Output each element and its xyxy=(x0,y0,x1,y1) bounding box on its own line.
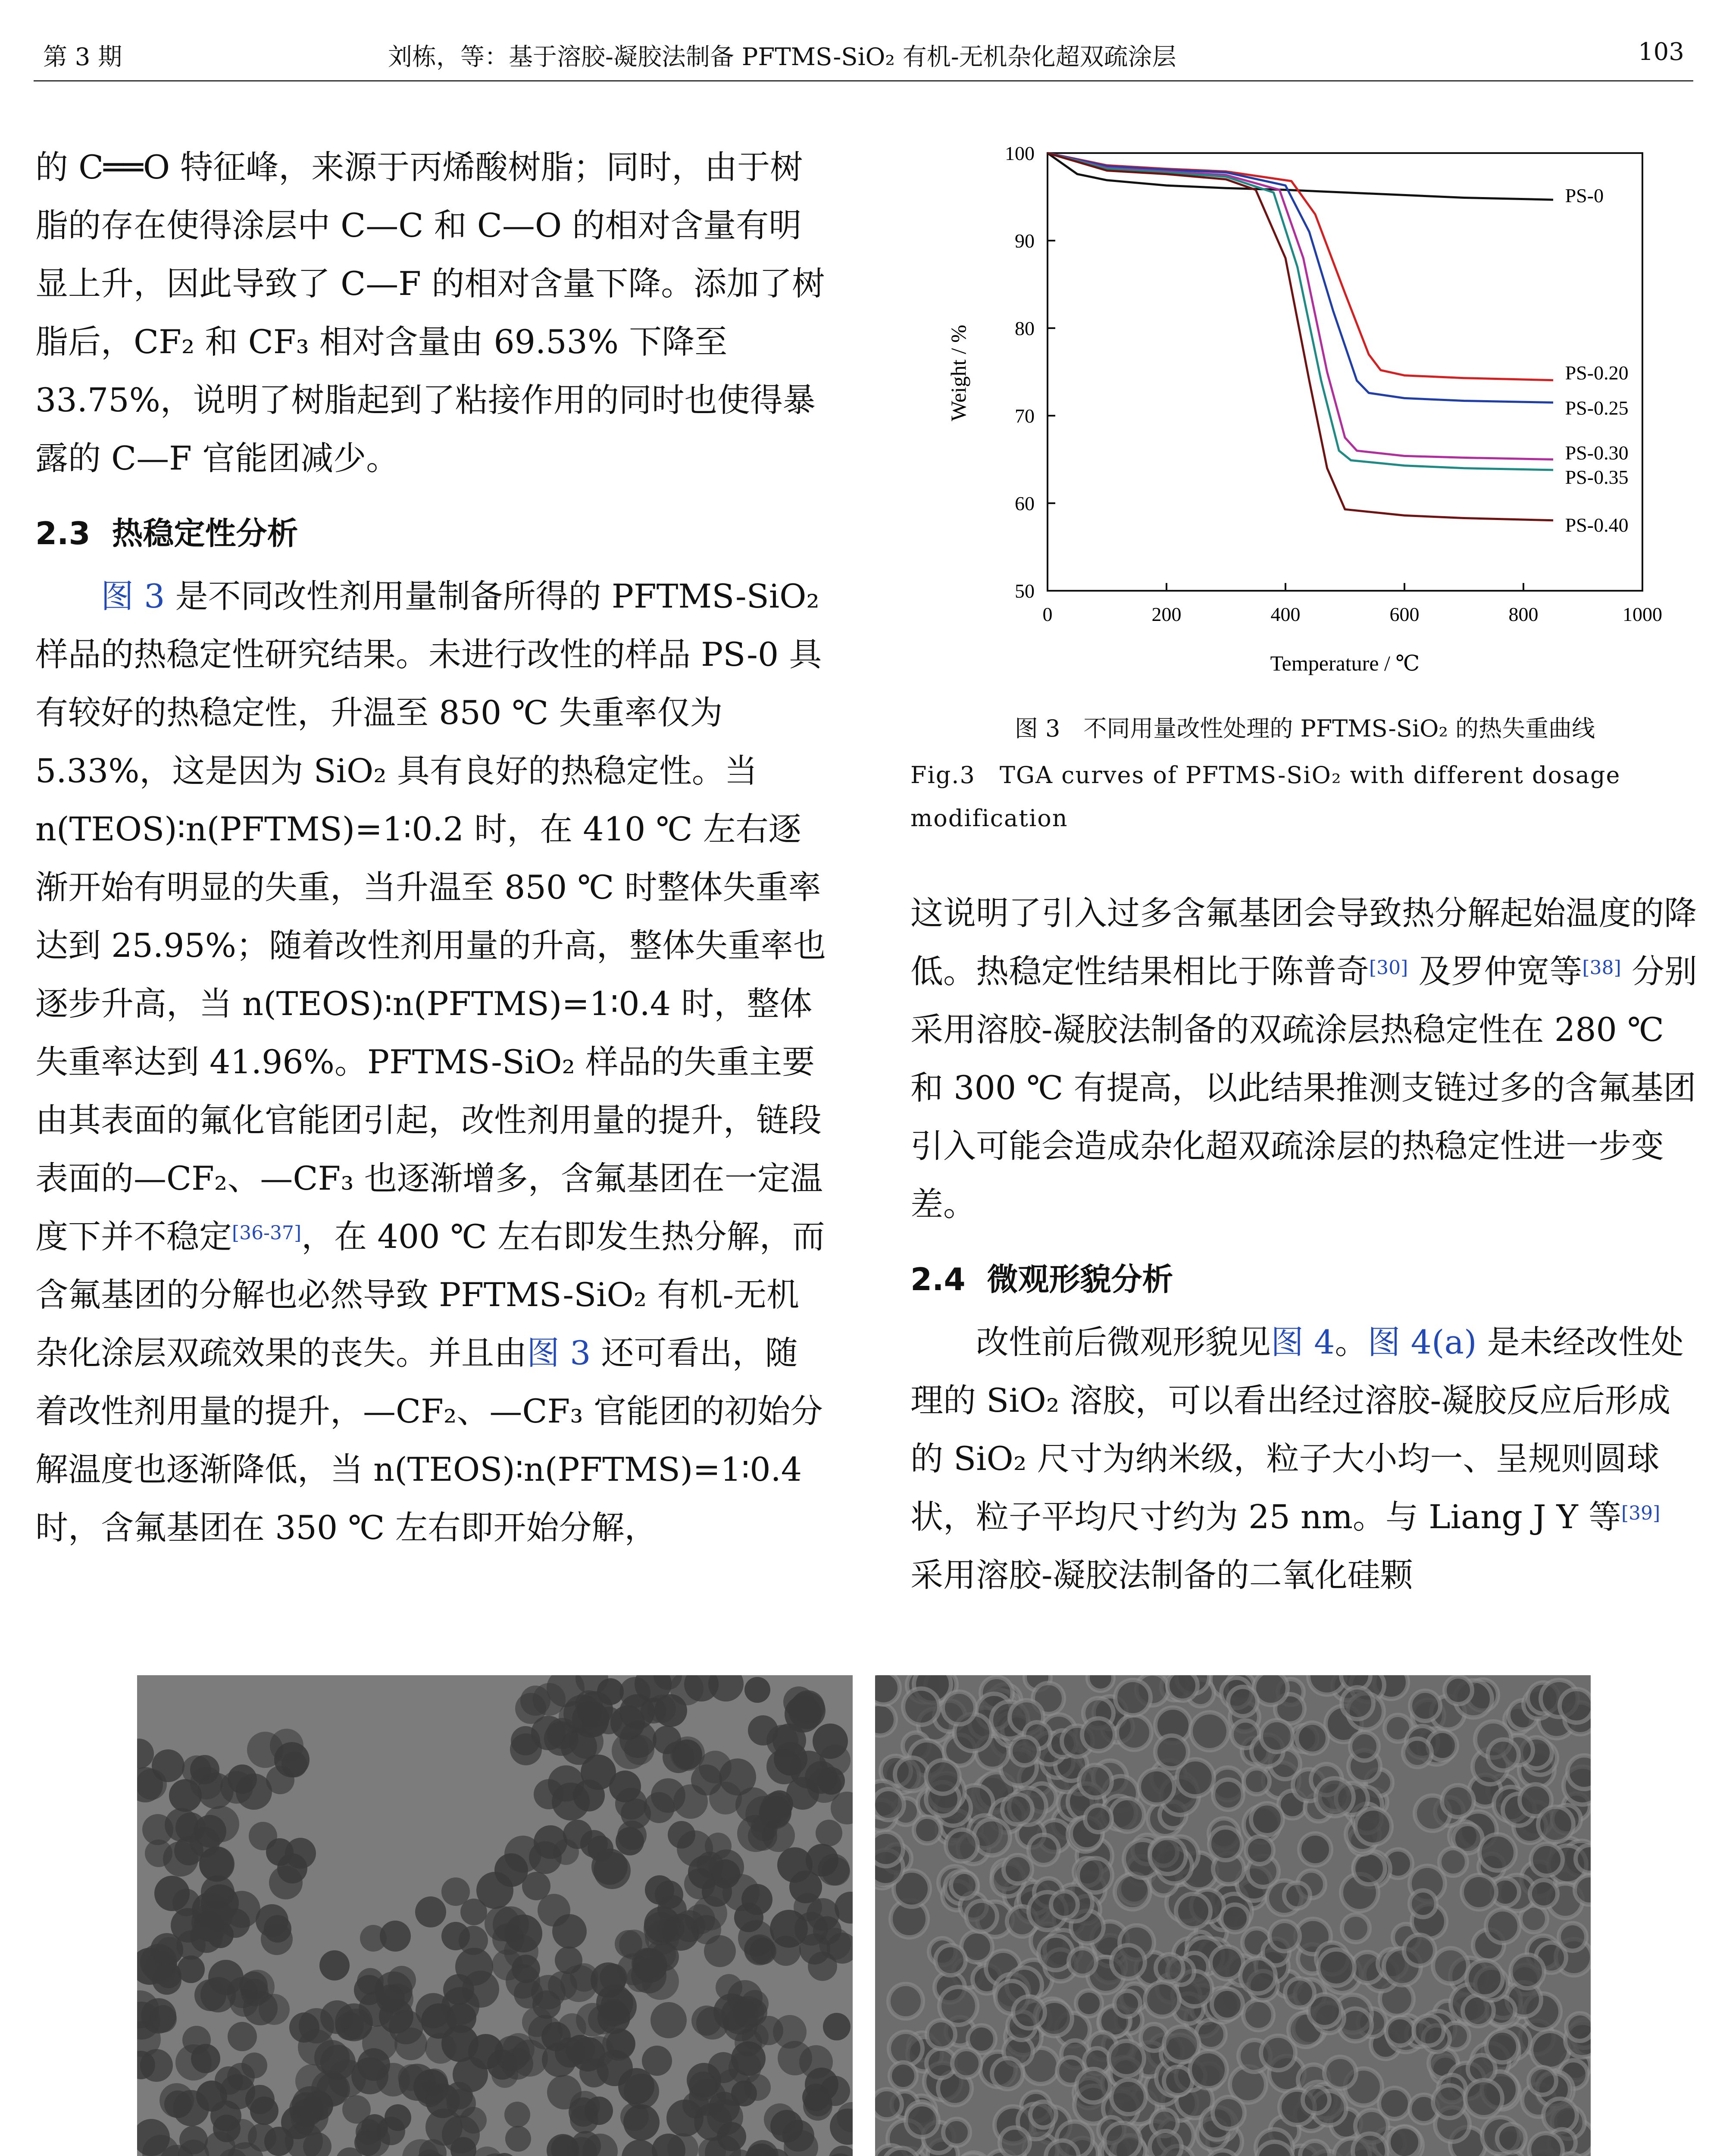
silica-particle xyxy=(1386,2017,1414,2046)
silica-particle xyxy=(236,1774,272,1810)
silica-particle xyxy=(1342,1687,1373,1719)
silica-particle xyxy=(1465,2080,1502,2117)
silica-particle xyxy=(1285,1978,1314,2008)
silica-particle xyxy=(1300,2141,1329,2156)
silica-particle xyxy=(895,1758,929,1791)
x-tick-label: 1000 xyxy=(1623,603,1662,625)
silica-particle xyxy=(504,1915,542,1952)
silica-particle xyxy=(1355,1808,1392,1845)
silica-particle xyxy=(1404,1935,1435,1966)
silica-particle xyxy=(1145,1982,1179,2017)
silica-particle xyxy=(1479,1834,1516,1871)
silica-particle xyxy=(319,1950,350,1981)
silica-particle xyxy=(534,1779,564,1809)
silica-particle xyxy=(740,1999,767,2026)
silica-particle xyxy=(823,2013,851,2040)
plot-frame xyxy=(1048,153,1642,591)
silica-particle xyxy=(1117,1715,1151,1750)
silica-particle xyxy=(441,1877,470,1906)
silica-particle xyxy=(875,1704,896,1736)
citation-39[interactable]: [39] xyxy=(1621,1502,1661,1524)
silica-particle xyxy=(441,2025,478,2062)
silica-particle xyxy=(951,1872,978,1899)
silica-particle xyxy=(903,1689,939,1725)
y-tick-label: 70 xyxy=(1015,405,1035,427)
silica-particle xyxy=(1076,1990,1102,2016)
silica-particle xyxy=(1299,1833,1331,1865)
silica-particle xyxy=(1000,2128,1030,2156)
silica-particle xyxy=(1240,1958,1276,1993)
silica-particle xyxy=(1467,1960,1503,1996)
x-tick-label: 200 xyxy=(1151,603,1182,625)
silica-particle xyxy=(1088,1675,1113,1691)
silica-particle xyxy=(875,1675,900,1705)
silica-particle xyxy=(359,1991,394,2027)
silica-particle xyxy=(738,1920,774,1956)
silica-particle xyxy=(952,2049,981,2078)
silica-particle xyxy=(1213,2097,1245,2129)
series-label-ps-0.25: PS-0.25 xyxy=(1565,397,1629,419)
silica-particle xyxy=(504,2102,530,2128)
silica-particle xyxy=(647,1695,676,1723)
silica-particle xyxy=(228,2022,257,2051)
silica-particle xyxy=(281,1752,307,1777)
silica-particle xyxy=(875,1789,904,1820)
silica-particle xyxy=(596,1984,633,2021)
silica-particle xyxy=(295,2064,329,2098)
silica-particle xyxy=(816,1820,842,1846)
silica-particle xyxy=(644,1906,680,1943)
silica-particle xyxy=(946,1830,978,1861)
silica-particle xyxy=(943,2119,970,2146)
silica-particle xyxy=(199,1846,235,1882)
silica-particle xyxy=(505,2126,531,2152)
silica-particle xyxy=(1010,1737,1039,1765)
tem-image-pftms-sio2 xyxy=(875,1675,1591,2156)
series-line-ps-0.35 xyxy=(1048,153,1553,470)
page-number: 103 xyxy=(1638,38,1684,66)
silica-particle xyxy=(1228,1687,1257,1716)
silica-particle xyxy=(1150,1838,1186,1874)
silica-particle xyxy=(1212,1989,1243,2020)
silica-particle xyxy=(298,2029,334,2065)
silica-particle xyxy=(149,2005,177,2033)
silica-particle xyxy=(610,1705,645,1740)
silica-particle xyxy=(799,1934,830,1965)
silica-particle xyxy=(552,1914,587,1949)
paragraph-2-text-a: 是不同改性剂用量制备所得的 PFTMS-SiO₂ 样品的热稳定性研究结果。未进行改性的样品 PS-0 具有较好的热稳定性，升温至 850 ℃ 失重率仅为 5.33%，这是因为 SiO₂ 具有良好的热稳定性。当 n(TEOS)∶n(PFTMS)=1∶0.2 时，在 410 ℃ 左右逐渐开始有明显的失重，当升温至 850 ℃ 时整体失重率达到 25.95%；随着改性剂用量的升高，整体失重率也逐步升高，当 n(TEOS)∶n(PFTMS)=1∶0.4 时，整体失重率达到 41.96%。PFTMS-SiO₂ 样品的失重主要由其表面的氟化官能团引起，改性剂用量的提升，链段表面的—CF₂、—CF₃ 也逐渐增多，含氟基团在一定温度下并不稳定 xyxy=(35,577,826,1256)
silica-particle xyxy=(1082,1718,1115,1751)
silica-particle xyxy=(890,2062,916,2089)
silica-particle xyxy=(1176,1894,1210,1928)
fig4-link[interactable]: 图 4 xyxy=(1271,1323,1335,1361)
silica-particle xyxy=(1442,1785,1474,1817)
silica-particle xyxy=(1111,1945,1145,1979)
series-label-ps-0: PS-0 xyxy=(1565,185,1604,207)
silica-particle xyxy=(563,1820,592,1849)
tga-chart xyxy=(914,134,1703,711)
silica-particle xyxy=(1350,1732,1379,1761)
silica-particle xyxy=(875,1832,903,1866)
header-rule xyxy=(34,80,1693,81)
silica-particle xyxy=(1221,1905,1249,1932)
silica-particle xyxy=(1530,1880,1557,1908)
fig3-caption-en: Fig.3 TGA curves of PFTMS-SiO₂ with different dosage modification xyxy=(910,761,1621,832)
silica-particle xyxy=(1261,1720,1293,1752)
silica-particle xyxy=(1353,1852,1385,1884)
silica-particle xyxy=(1410,1890,1436,1917)
silica-particle xyxy=(1244,1768,1270,1794)
silica-particle xyxy=(807,1898,839,1931)
silica-particle xyxy=(169,1779,202,1812)
silica-particle xyxy=(1069,1948,1096,1976)
silica-particle xyxy=(421,2068,448,2095)
silica-particle xyxy=(618,2068,654,2104)
silica-particle xyxy=(1303,2087,1329,2113)
silica-particle xyxy=(1486,2031,1518,2062)
fig3-caption-cn: 图 3 不同用量改性处理的 PFTMS-SiO₂ 的热失重曲线 xyxy=(1014,715,1595,742)
silica-particle xyxy=(623,2104,660,2140)
silica-particle xyxy=(241,2053,267,2078)
silica-particle xyxy=(803,2091,832,2121)
silica-particle xyxy=(1543,2099,1577,2132)
paragraph-4-text-a: 改性前后微观形貌见 xyxy=(976,1323,1271,1361)
silica-particle xyxy=(1030,2102,1056,2128)
silica-particle xyxy=(650,1943,679,1971)
silica-particle xyxy=(744,1677,770,1703)
silica-particle xyxy=(624,1735,654,1765)
silica-particle xyxy=(992,2058,1023,2089)
silica-particle xyxy=(875,2089,902,2119)
silica-particle xyxy=(1389,2126,1420,2156)
silica-particle xyxy=(687,2063,721,2097)
silica-particle xyxy=(566,2035,595,2064)
silica-particle xyxy=(1575,1875,1591,1905)
silica-particle xyxy=(194,1979,226,2011)
silica-particle xyxy=(1567,1755,1591,1789)
silica-particle xyxy=(790,1751,828,1789)
y-tick-label: 60 xyxy=(1015,492,1035,514)
silica-particle xyxy=(914,1817,941,1843)
silica-particle xyxy=(1433,2085,1466,2118)
silica-particle xyxy=(588,1836,613,1861)
x-tick-label: 600 xyxy=(1389,603,1420,625)
y-axis-label: Weight / % xyxy=(946,325,970,421)
silica-particle xyxy=(791,1690,825,1724)
paragraph-3 xyxy=(910,884,1699,1233)
silica-particle xyxy=(140,2049,173,2082)
paragraph-4-text-d: 采用溶胶-凝胶法制备的二氧化硅颗 xyxy=(910,1556,1413,1594)
silica-particle xyxy=(1156,1954,1183,1982)
silica-particle xyxy=(415,1896,446,1927)
silica-particle xyxy=(510,1733,542,1765)
silica-particle xyxy=(227,1977,258,2008)
silica-particle xyxy=(766,1725,798,1757)
silica-particle xyxy=(1497,2124,1526,2153)
silica-particle xyxy=(1316,1778,1354,1816)
silica-particle xyxy=(773,2015,807,2049)
silica-particle xyxy=(692,1915,721,1944)
silica-particle xyxy=(220,2074,255,2109)
tem-particles-b xyxy=(875,1675,1591,2156)
paragraph-2 xyxy=(35,567,829,1557)
silica-particle xyxy=(650,2002,687,2038)
silica-particle xyxy=(1029,1835,1059,1865)
silica-particle xyxy=(1115,1680,1151,1715)
silica-particle xyxy=(445,2082,473,2109)
silica-particle xyxy=(735,1787,771,1823)
silica-particle xyxy=(1576,1845,1591,1873)
silica-particle xyxy=(619,1930,649,1960)
silica-particle xyxy=(616,1827,644,1855)
paragraph-3-text-b: 及罗仲宽等 xyxy=(1408,952,1582,990)
silica-particle xyxy=(1110,1798,1144,1832)
silica-particle xyxy=(906,2104,938,2137)
series-label-ps-0.35: PS-0.35 xyxy=(1565,466,1629,488)
silica-particle xyxy=(560,1965,597,2002)
silica-particle xyxy=(1078,1858,1112,1893)
citation-38[interactable]: [38] xyxy=(1582,957,1621,979)
silica-particle xyxy=(1246,1836,1273,1864)
silica-particle xyxy=(705,1833,732,1859)
section-2-4-heading xyxy=(910,1250,1699,1309)
silica-particle xyxy=(1410,1691,1440,1721)
silica-particle xyxy=(1085,1805,1112,1832)
fig4a-link[interactable]: 图 4(a) xyxy=(1367,1323,1477,1361)
paragraph-2-text-b: ，在 400 ℃ 左右即发生热分解，而含氟基团的分解也必然导致 PFTMS-SiO₂ 有机-无机杂化涂层双疏效果的丧失。并且由 xyxy=(35,1217,825,1372)
silica-particle xyxy=(1510,1955,1544,1988)
y-tick-label: 80 xyxy=(1015,317,1035,339)
series-label-ps-0.20: PS-0.20 xyxy=(1565,361,1629,384)
y-tick-label: 50 xyxy=(1015,580,1035,602)
paragraph-2-text-c: 还可看出，随着改性剂用量的提升，—CF₂、—CF₃ 官能团的初始分解温度也逐渐降低，当 n(TEOS)∶n(PFTMS)=1∶0.4 时，含氟基团在 350 ℃ 左右即开始分解， xyxy=(35,1334,823,1547)
silica-particle xyxy=(1529,2067,1556,2095)
x-axis-label: Temperature / ℃ xyxy=(1270,651,1420,675)
silica-particle xyxy=(194,1815,226,1848)
silica-particle xyxy=(621,1799,651,1829)
silica-particle xyxy=(709,2092,740,2123)
silica-particle xyxy=(1560,1689,1591,1723)
silica-particle xyxy=(1155,1736,1188,1768)
silica-particle xyxy=(581,1755,616,1790)
series-line-ps-0.20 xyxy=(1048,153,1553,380)
silica-particle xyxy=(528,2015,563,2049)
issue-number: 第 3 期 xyxy=(43,43,122,71)
silica-particle xyxy=(645,1875,674,1905)
silica-particle xyxy=(1046,2140,1079,2156)
citation-30[interactable]: [30] xyxy=(1369,957,1408,979)
silica-particle xyxy=(377,2117,405,2145)
series-labels xyxy=(1565,185,1629,536)
silica-particle xyxy=(1284,1883,1310,1908)
silica-particle xyxy=(1414,2015,1444,2046)
silica-particle xyxy=(1439,1848,1467,1876)
silica-particle xyxy=(1486,1909,1520,1943)
silica-particle xyxy=(175,2044,212,2081)
silica-particle xyxy=(741,1884,772,1915)
silica-particle xyxy=(1243,2000,1273,2030)
y-tick-label: 90 xyxy=(1015,230,1035,252)
silica-particle xyxy=(1114,1991,1140,2017)
silica-particle xyxy=(1004,1855,1032,1883)
right-column xyxy=(910,884,1699,1604)
section-2-3-heading xyxy=(35,505,829,563)
silica-particle xyxy=(1353,2134,1387,2156)
section-number: 2.4 xyxy=(910,1261,966,1297)
silica-particle xyxy=(935,1945,966,1975)
silica-particle xyxy=(144,1951,177,1984)
silica-particle xyxy=(1403,1739,1432,1767)
silica-particle xyxy=(380,1921,411,1952)
silica-particle xyxy=(213,2115,241,2142)
axis-ticks xyxy=(1005,142,1662,625)
silica-particle xyxy=(1270,1921,1300,1951)
silica-particle xyxy=(1566,2013,1591,2041)
fig3-link[interactable]: 图 3 xyxy=(101,577,165,615)
silica-particle xyxy=(1531,1844,1563,1876)
silica-particle xyxy=(1342,1915,1370,1942)
paragraph-3-text-c: 分别采用溶胶-凝胶法制备的双疏涂层热稳定性在 280 ℃ 和 300 ℃ 有提高，以此结果推测支链过多的含氟基团引入可能会造成杂化超双疏涂层的热稳定性进一步变差。 xyxy=(910,952,1697,1223)
silica-particle xyxy=(1433,1948,1468,1984)
silica-particle xyxy=(154,1876,190,1911)
silica-particle xyxy=(1379,2088,1410,2119)
silica-particle xyxy=(1538,1807,1573,1842)
x-tick-label: 800 xyxy=(1508,603,1539,625)
silica-particle xyxy=(1324,2057,1356,2089)
silica-particle xyxy=(1191,1712,1229,1750)
silica-particle xyxy=(1529,2133,1563,2156)
silica-particle xyxy=(1013,1996,1045,2028)
silica-particle xyxy=(806,1844,838,1877)
silica-particle xyxy=(1109,2041,1144,2076)
silica-particle xyxy=(1139,1769,1174,1805)
silica-particle xyxy=(1079,1765,1112,1798)
silica-particle xyxy=(389,2010,423,2044)
silica-particle xyxy=(735,2029,762,2056)
series-label-ps-0.40: PS-0.40 xyxy=(1565,514,1629,536)
y-tick-label: 100 xyxy=(1005,142,1035,164)
silica-particle xyxy=(1104,2123,1141,2156)
silica-particle xyxy=(1150,2131,1182,2156)
silica-particle xyxy=(762,1819,795,1852)
series-lines xyxy=(1048,153,1553,520)
silica-particle xyxy=(606,2029,635,2059)
running-title: 刘栋，等：基于溶胶-凝胶法制备 PFTMS-SiO₂ 有机-无机杂化超双疏涂层 xyxy=(388,43,1176,71)
silica-particle xyxy=(1209,1827,1242,1860)
silica-particle xyxy=(1462,1875,1496,1909)
paragraph-4-text-c: 是未经改性处理的 SiO₂ 溶胶，可以看出经过溶胶-凝胶反应后形成的 SiO₂ 尺寸为纳米级，粒子大小均一、呈规则圆球状，粒子平均尺寸约为 25 nm。与 Liang J Y 等 xyxy=(910,1323,1684,1536)
section-title: 微观形貌分析 xyxy=(987,1261,1173,1297)
silica-particle xyxy=(926,1760,960,1794)
silica-particle xyxy=(663,1741,694,1773)
silica-particle xyxy=(927,2020,955,2049)
silica-particle xyxy=(1297,1723,1328,1754)
section-number: 2.3 xyxy=(35,515,91,552)
silica-particle xyxy=(888,1984,923,2018)
silica-particle xyxy=(1488,1739,1519,1771)
silica-particle xyxy=(1002,1794,1032,1824)
silica-particle xyxy=(398,2064,425,2091)
silica-particle xyxy=(1318,1949,1354,1986)
tem-image-sio2 xyxy=(137,1675,853,2156)
silica-particle xyxy=(190,1920,223,1953)
paragraph-4 xyxy=(910,1313,1699,1604)
silica-particle xyxy=(1167,1675,1198,1701)
silica-particle xyxy=(770,2110,803,2143)
silica-particle xyxy=(966,1901,997,1932)
silica-particle xyxy=(256,1904,288,1937)
silica-particle xyxy=(1559,1923,1586,1951)
x-tick-label: 0 xyxy=(1042,603,1053,625)
silica-particle xyxy=(1111,2080,1146,2114)
silica-particle xyxy=(522,1872,550,1900)
paragraph-4-text-b: 。 xyxy=(1335,1323,1368,1361)
silica-particle xyxy=(531,1975,566,2009)
silica-particle xyxy=(285,1838,316,1869)
silica-particle xyxy=(699,1751,732,1783)
x-tick-label: 400 xyxy=(1270,603,1301,625)
silica-particle xyxy=(889,2032,923,2065)
citation-36-37[interactable]: [36-37] xyxy=(232,1222,302,1244)
paragraph-1: 的 C══O 特征峰，来源于丙烯酸树脂；同时，由于树脂的存在使得涂层中 C—C 和 C—O 的相对含量有明显上升，因此导致了 C—F 的相对含量下降。添加了树脂后，CF₂ 和 CF₃ 相对含量由 69.53% 下降至 33.75%，说明了树脂起到了粘接作用的同时也使得暴露的 C—F 官能团减少。 xyxy=(35,148,825,477)
tem-particles-a xyxy=(137,1675,853,2156)
paragraph-3-text-a: 这说明了引入过多含氟基团会导致热分解起始温度的降低。热稳定性结果相比于陈普奇 xyxy=(910,894,1697,990)
silica-particle xyxy=(563,1695,601,1733)
silica-particle xyxy=(335,2012,364,2040)
silica-particle xyxy=(943,1692,976,1724)
series-line-ps-0.40 xyxy=(1048,153,1553,520)
left-column xyxy=(35,138,829,1557)
silica-particle xyxy=(1213,1780,1243,1810)
silica-particle xyxy=(1051,1891,1078,1918)
series-label-ps-0.30: PS-0.30 xyxy=(1565,442,1629,464)
silica-particle xyxy=(1190,2051,1227,2088)
fig3-link-2[interactable]: 图 3 xyxy=(527,1334,591,1372)
section-title: 热稳定性分析 xyxy=(112,515,298,552)
silica-particle xyxy=(1445,1677,1472,1704)
silica-particle xyxy=(289,2092,324,2127)
silica-particle xyxy=(455,1948,493,1986)
silica-particle xyxy=(1251,1803,1283,1835)
silica-particle xyxy=(512,1955,540,1983)
silica-particle xyxy=(585,2096,613,2125)
silica-particle xyxy=(684,1868,715,1899)
silica-particle xyxy=(351,2057,388,2094)
silica-particle xyxy=(1076,2069,1110,2103)
silica-particle xyxy=(771,1936,801,1966)
